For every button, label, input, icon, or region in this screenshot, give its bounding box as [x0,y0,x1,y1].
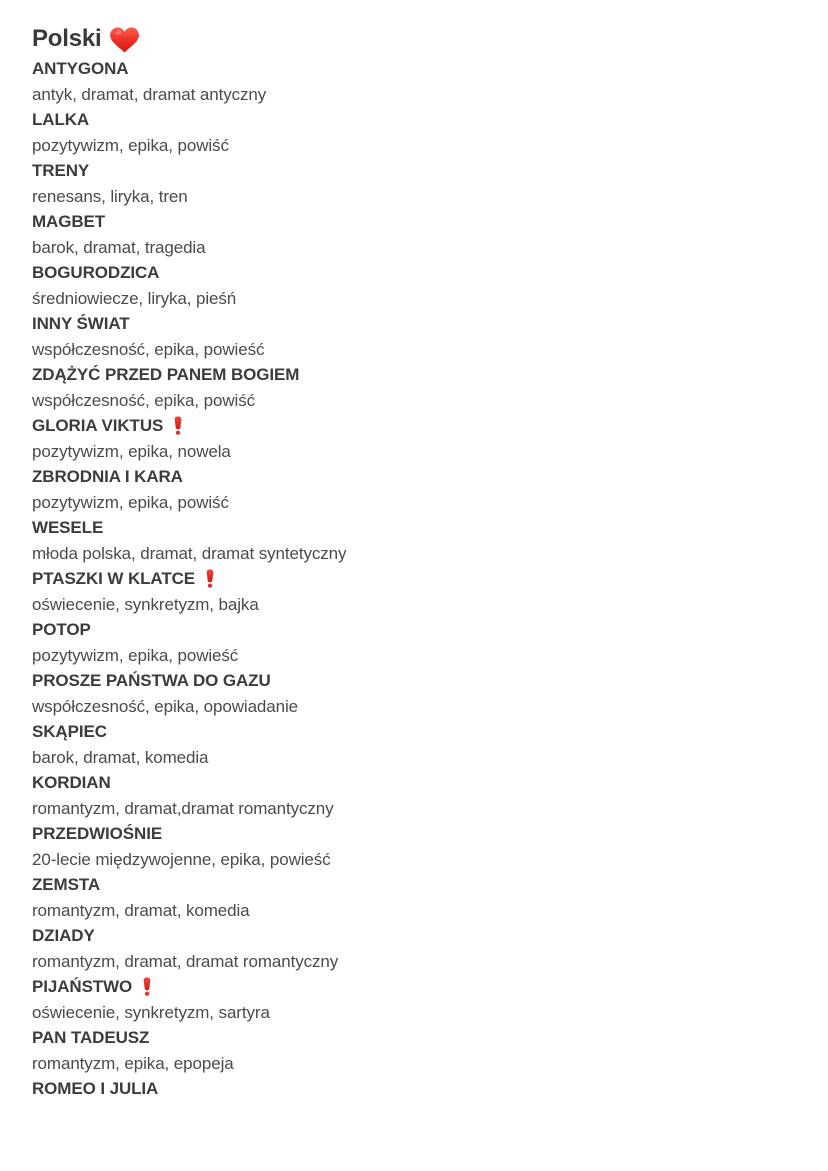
book-tags: oświecenie, synkretyzm, bajka [32,594,259,614]
book-title [32,821,798,847]
red-exclamation-icon [172,416,184,435]
book-tags: romantyzm, epika, epopeja [32,1053,234,1073]
list-item [32,515,798,566]
book-title [32,872,798,898]
list-item [32,158,798,209]
book-title [32,515,798,541]
list-item [32,311,798,362]
red-heart-icon [110,26,139,53]
book-title-text: INNY ŚWIAT [32,314,130,333]
list-item [32,209,798,260]
book-title-text: MAGBET [32,212,106,231]
book-title-text: KORDIAN [32,773,111,792]
book-tags: współczesność, epika, opowiadanie [32,696,299,716]
book-title-text: PAN TADEUSZ [32,1028,150,1047]
book-title [32,719,798,745]
book-title-text: PROSZE PAŃSTWA DO GAZU [32,671,271,690]
book-title [32,413,798,439]
book-tags: renesans, liryka, tren [32,186,188,206]
book-title [32,1076,798,1102]
book-title-text: LALKA [32,110,90,129]
book-tags: romantyzm, dramat, komedia [32,900,250,920]
book-tags: 20-lecie międzywojenne, epika, powieść [32,849,331,869]
list-item [32,668,798,719]
book-title-text: PRZEDWIOŚNIE [32,824,163,843]
book-tags: współczesność, epika, powieść [32,339,265,359]
book-tags: pozytywizm, epika, nowela [32,441,231,461]
list-item [32,260,798,311]
book-title [32,158,798,184]
book-title-text: ZEMSTA [32,875,101,894]
list-item [32,974,798,1025]
list-item [32,413,798,464]
book-title-text: ZDĄŻYĆ PRZED PANEM BOGIEM [32,365,300,384]
book-title [32,56,798,82]
list-item [32,362,798,413]
book-tags: pozytywizm, epika, powieść [32,645,239,665]
book-title [32,311,798,337]
book-tags: romantyzm, dramat, dramat romantyczny [32,951,339,971]
list-item [32,821,798,872]
red-exclamation-icon [204,569,216,588]
book-tags: barok, dramat, komedia [32,747,209,767]
book-tags: antyk, dramat, dramat antyczny [32,84,267,104]
page-title-text: Polski [32,25,102,52]
book-title [32,668,798,694]
book-title-text: TRENY [32,161,90,180]
book-title-text: PTASZKI W KLATCE [32,569,196,588]
book-tags: pozytywizm, epika, powiść [32,492,229,512]
book-title [32,923,798,949]
book-title [32,1025,798,1051]
book-title [32,770,798,796]
book-tags: barok, dramat, tragedia [32,237,206,257]
book-title [32,107,798,133]
list-item [32,566,798,617]
book-title [32,617,798,643]
list-item [32,923,798,974]
book-list [32,56,798,1102]
book-title [32,362,798,388]
list-item [32,872,798,923]
book-title-text: ZBRODNIA I KARA [32,467,183,486]
book-title [32,209,798,235]
book-title-text: GLORIA VIKTUS [32,416,164,435]
book-title-text: BOGURODZICA [32,263,160,282]
list-item [32,56,798,107]
list-item [32,617,798,668]
red-exclamation-icon [141,977,153,996]
book-title-text: WESELE [32,518,104,537]
list-item [32,770,798,821]
book-title [32,464,798,490]
book-title-text: POTOP [32,620,91,639]
book-title-text: SKĄPIEC [32,722,107,741]
book-title-text: ANTYGONA [32,59,129,78]
book-tags: oświecenie, synkretyzm, sartyra [32,1002,270,1022]
list-item [32,1025,798,1076]
book-title-text: ROMEO I JULIA [32,1079,159,1098]
book-title [32,974,798,1000]
book-title-text: DZIADY [32,926,95,945]
book-tags: młoda polska, dramat, dramat syntetyczny [32,543,347,563]
book-tags: romantyzm, dramat,dramat romantyczny [32,798,334,818]
book-title [32,260,798,286]
book-title-text: PIJAŃSTWO [32,977,133,996]
list-item [32,464,798,515]
book-title [32,566,798,592]
page-title [32,22,798,56]
list-item [32,1076,798,1102]
book-tags: współczesność, epika, powiść [32,390,256,410]
list-item [32,719,798,770]
book-tags: pozytywizm, epika, powiść [32,135,229,155]
book-tags: średniowiecze, liryka, pieśń [32,288,237,308]
list-item [32,107,798,158]
